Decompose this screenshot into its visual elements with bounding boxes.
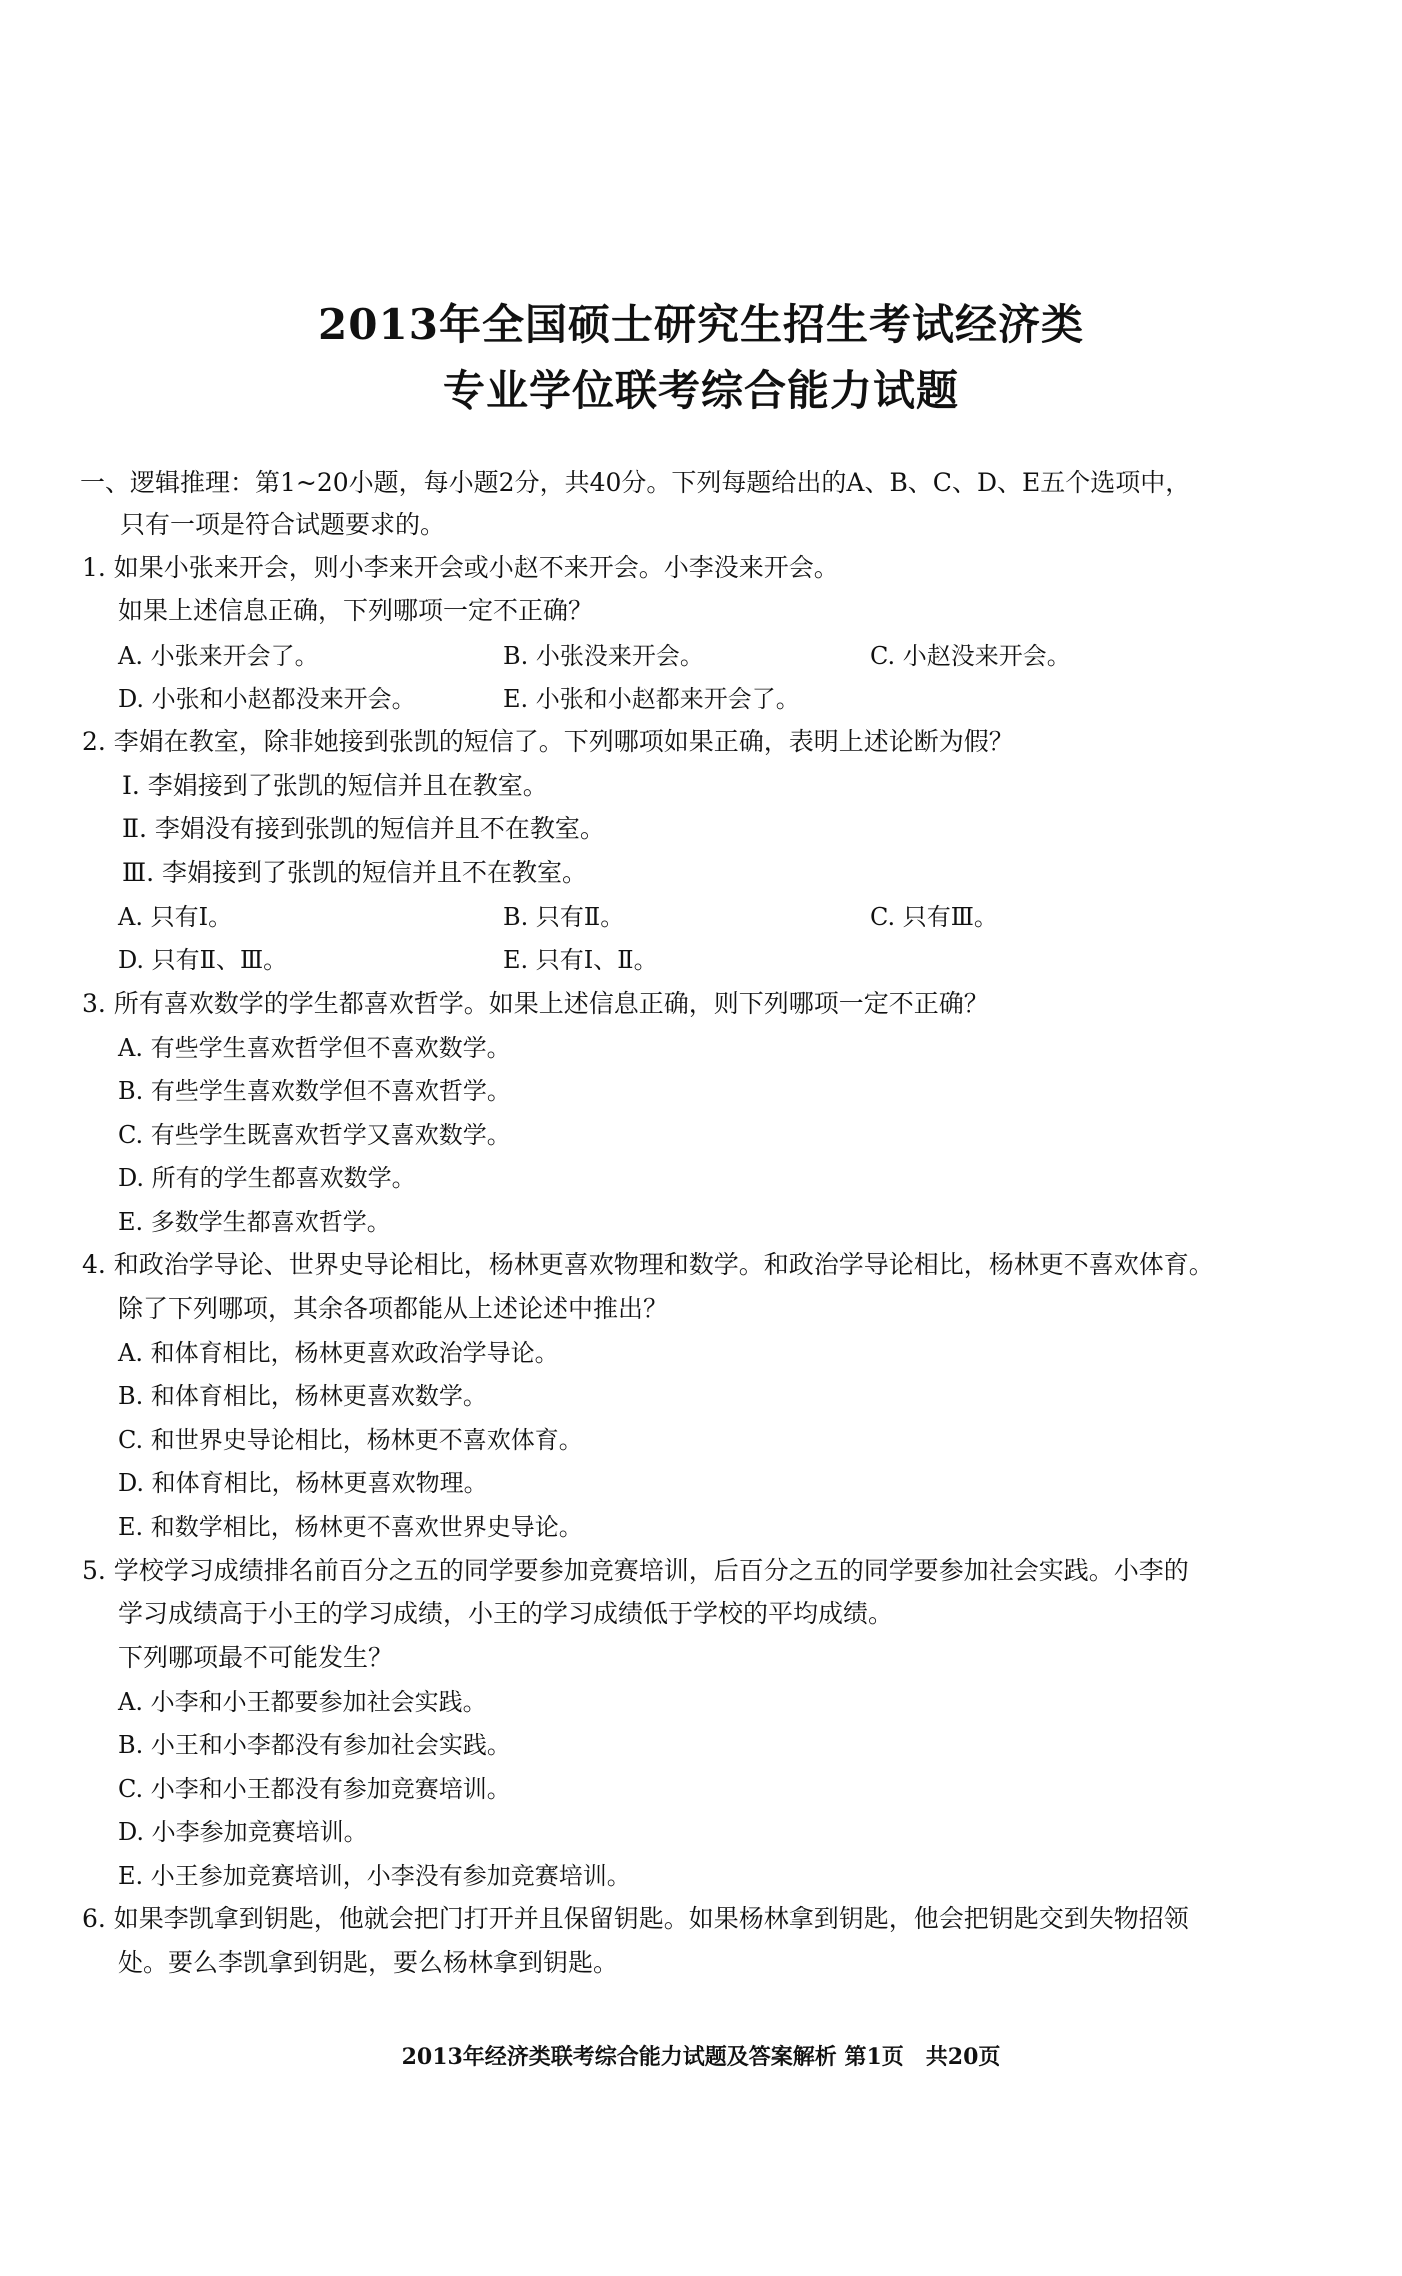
q4-option-a: A. 和体育相比，杨林更喜欢政治学导论。 xyxy=(118,1339,559,1367)
q2-option-c: C. 只有Ⅲ。 xyxy=(870,903,998,931)
q2-option-b: B. 只有Ⅱ。 xyxy=(503,903,625,931)
q5-option-d: D. 小李参加竞赛培训。 xyxy=(118,1818,368,1846)
q3-stem-1: 3. 所有喜欢数学的学生都喜欢哲学。如果上述信息正确，则下列哪项一定不正确？ xyxy=(82,989,989,1018)
q1-option-b: B. 小张没来开会。 xyxy=(503,642,704,670)
q3-option-e: E. 多数学生都喜欢哲学。 xyxy=(118,1208,391,1236)
q1-stem-2: 如果上述信息正确，下列哪项一定不正确？ xyxy=(118,596,594,625)
q3-option-a: A. 有些学生喜欢哲学但不喜欢数学。 xyxy=(118,1034,511,1062)
q5-option-c: C. 小李和小王都没有参加竞赛培训。 xyxy=(118,1775,511,1803)
section-instruction-2: 只有一项是符合试题要求的。 xyxy=(120,510,446,539)
q3-option-b: B. 有些学生喜欢数学但不喜欢哲学。 xyxy=(118,1077,511,1105)
q4-stem-1: 4. 和政治学导论、世界史导论相比，杨林更喜欢物理和数学。和政治学导论相比，杨林更不喜欢体育。 xyxy=(82,1250,1214,1279)
q2-option-e: E. 只有Ⅰ、Ⅱ。 xyxy=(503,946,658,974)
q1-option-a: A. 小张来开会了。 xyxy=(118,642,319,670)
title-line-2: 专业学位联考综合能力试题 xyxy=(442,366,959,415)
q2-option-a: A. 只有Ⅰ。 xyxy=(118,903,233,931)
section-instruction-1: 一、逻辑推理：第1~20小题，每小题2分，共40分。下列每题给出的A、B、C、D、E五个选项中， xyxy=(80,468,1191,497)
q6-stem-1: 6. 如果李凯拿到钥匙，他就会把门打开并且保留钥匙。如果杨林拿到钥匙，他会把钥匙交到失物招领 xyxy=(82,1904,1189,1933)
q5-stem-3: 下列哪项最不可能发生？ xyxy=(118,1643,394,1672)
q2-option-d: D. 只有Ⅱ、Ⅲ。 xyxy=(118,946,288,974)
q5-option-a: A. 小李和小王都要参加社会实践。 xyxy=(118,1688,487,1716)
q1-option-c: C. 小赵没来开会。 xyxy=(870,642,1071,670)
q2-statement-iii: Ⅲ. 李娟接到了张凯的短信并且不在教室。 xyxy=(122,858,588,887)
q5-stem-2: 学习成绩高于小王的学习成绩，小王的学习成绩低于学校的平均成绩。 xyxy=(118,1599,894,1628)
q5-stem-1: 5. 学校学习成绩排名前百分之五的同学要参加竞赛培训，后百分之五的同学要参加社会实践。小李的 xyxy=(82,1556,1189,1585)
q4-option-d: D. 和体育相比，杨林更喜欢物理。 xyxy=(118,1469,488,1497)
q2-stem-1: 2. 李娟在教室，除非她接到张凯的短信了。下列哪项如果正确，表明上述论断为假？ xyxy=(82,727,1014,756)
q2-statement-i: Ⅰ. 李娟接到了张凯的短信并且在教室。 xyxy=(122,771,548,800)
q1-stem-1: 1. 如果小张来开会，则小李来开会或小赵不来开会。小李没来开会。 xyxy=(82,553,839,582)
title-line-1: 2013年全国硕士研究生招生考试经济类 xyxy=(318,300,1084,349)
q4-option-b: B. 和体育相比，杨林更喜欢数学。 xyxy=(118,1382,487,1410)
q5-option-b: B. 小王和小李都没有参加社会实践。 xyxy=(118,1731,511,1759)
q4-option-e: E. 和数学相比，杨林更不喜欢世界史导论。 xyxy=(118,1513,583,1541)
q3-option-c: C. 有些学生既喜欢哲学又喜欢数学。 xyxy=(118,1121,511,1149)
q4-stem-2: 除了下列哪项，其余各项都能从上述论述中推出？ xyxy=(118,1294,669,1323)
q3-option-d: D. 所有的学生都喜欢数学。 xyxy=(118,1164,416,1192)
q1-option-d: D. 小张和小赵都没来开会。 xyxy=(118,685,416,713)
q6-stem-2: 处。要么李凯拿到钥匙，要么杨林拿到钥匙。 xyxy=(118,1948,619,1977)
q2-statement-ii: Ⅱ. 李娟没有接到张凯的短信并且不在教室。 xyxy=(122,814,605,843)
q1-option-e: E. 小张和小赵都来开会了。 xyxy=(503,685,800,713)
page-footer: 2013年经济类联考综合能力试题及答案解析 第1页 共20页 xyxy=(401,2044,1001,2070)
q4-option-c: C. 和世界史导论相比，杨林更不喜欢体育。 xyxy=(118,1426,583,1454)
q5-option-e: E. 小王参加竞赛培训，小李没有参加竞赛培训。 xyxy=(118,1862,631,1890)
